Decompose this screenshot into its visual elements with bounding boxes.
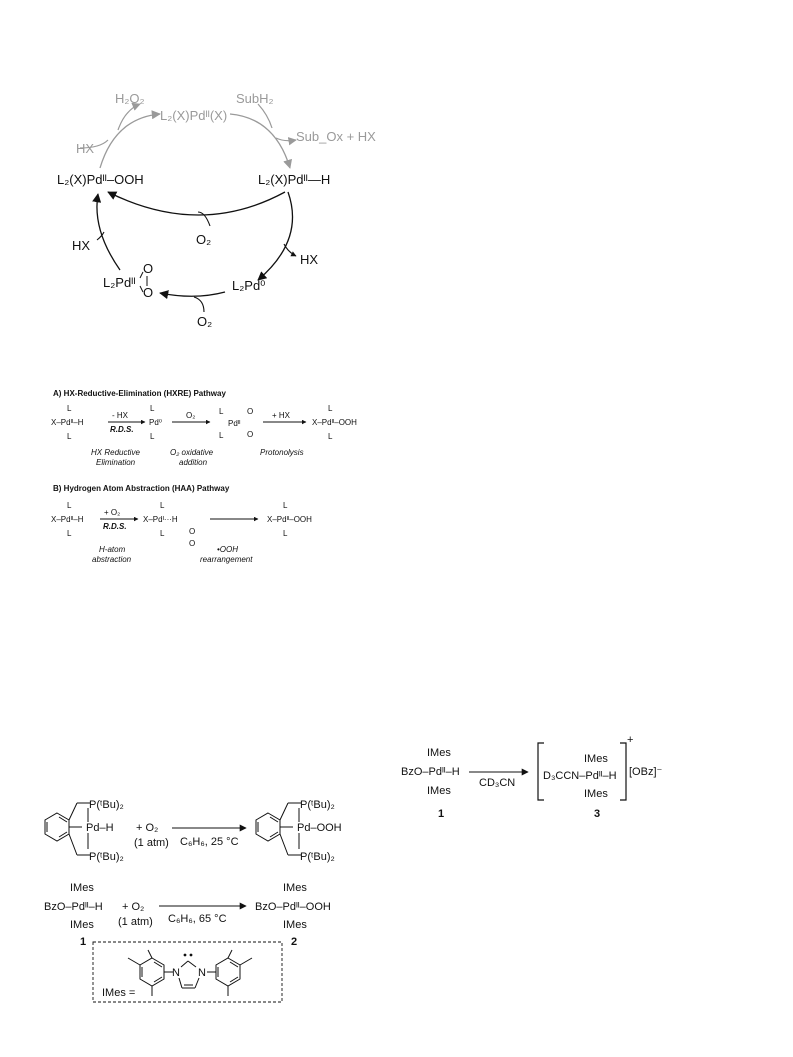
o2-bottom-branch	[194, 297, 204, 312]
scheme-imes	[44, 882, 331, 1002]
cycle-o2-bottom: O₂	[197, 314, 213, 329]
pathway-b-caption2-line1: •OOH	[217, 545, 239, 554]
svg-text:L: L	[328, 404, 333, 413]
h2o2-branch	[118, 104, 140, 130]
svg-text:X–Pdᴵᴵ–H: X–Pdᴵᴵ–H	[51, 418, 84, 427]
bottom-arc	[160, 292, 225, 296]
pathway-a-caption3: Protonolysis	[260, 448, 304, 457]
imes-conditions: C₆H₆, 65 °C	[168, 913, 227, 925]
scheme-cd3cn	[401, 734, 663, 820]
svg-text:X–Pdᴵᴵ–H: X–Pdᴵᴵ–H	[51, 515, 84, 524]
svg-text:L: L	[219, 407, 224, 416]
imes-structure	[128, 950, 252, 996]
svg-text:IMes: IMes	[584, 788, 608, 800]
catalytic-cycle	[57, 91, 376, 329]
svg-text:BzO–Pdᴵᴵ–H: BzO–Pdᴵᴵ–H	[44, 901, 103, 913]
pathway-a	[51, 389, 357, 467]
svg-text:L: L	[67, 432, 72, 441]
cycle-pd0: L₂Pd⁰	[232, 278, 266, 293]
svg-text:X–Pdᴵᴵ–OOH: X–Pdᴵᴵ–OOH	[312, 418, 357, 427]
pincer-reagent: + O₂	[136, 822, 159, 834]
pathway-a-arrow1-bottom: R.D.S.	[110, 425, 134, 434]
svg-text:IMes: IMes	[70, 919, 94, 931]
product-3	[543, 753, 617, 800]
svg-text:Pd⁰: Pd⁰	[149, 418, 162, 427]
pathway-b-title: B) Hydrogen Atom Abstraction (HAA) Pathway	[53, 484, 230, 493]
svg-text:N: N	[172, 967, 180, 979]
pathway-a-pd-ooh	[312, 404, 357, 441]
cycle-sub-ox-hx: Sub_Ox + HX	[296, 129, 376, 144]
svg-text:O: O	[189, 527, 196, 536]
pathway-a-pd0	[149, 404, 162, 441]
pathway-b-caption1-line2: abstraction	[92, 555, 132, 564]
pincer-product-p-top: P(ᵗBu)₂	[300, 799, 335, 811]
pathway-a-title: A) HX-Reductive-Elimination (HXRE) Pathway	[53, 389, 226, 398]
svg-text:L: L	[283, 501, 288, 510]
imes-definition-label: IMes =	[102, 987, 136, 999]
svg-text:IMes: IMes	[427, 785, 451, 797]
pincer-product	[256, 803, 301, 855]
pathway-b-caption1-line1: H-atom	[99, 545, 126, 554]
cycle-hx-right: HX	[300, 252, 319, 267]
cd3cn-solvent: CD₃CN	[479, 777, 516, 789]
pathway-a-pd-h	[51, 404, 84, 441]
pincer-product-p-bottom: P(ᵗBu)₂	[300, 851, 335, 863]
left-arc	[97, 194, 120, 270]
pathway-a-caption1-line2: Elimination	[96, 458, 136, 467]
cycle-pd-peroxo: L₂Pdᴵᴵ	[103, 275, 136, 290]
pathway-a-arrow3-top: + HX	[272, 411, 291, 420]
inner-arrow	[108, 192, 285, 215]
svg-text:N: N	[198, 967, 206, 979]
svg-text:IMes: IMes	[70, 882, 94, 894]
svg-text:L: L	[328, 432, 333, 441]
svg-text:IMes: IMes	[283, 882, 307, 894]
pincer-reactant	[45, 803, 90, 855]
svg-text:L: L	[67, 404, 72, 413]
svg-text:O: O	[247, 430, 254, 439]
peroxo-ring	[140, 261, 153, 300]
svg-text:L: L	[219, 431, 224, 440]
reactant-1-cd3cn	[401, 747, 460, 797]
svg-text:IMes: IMes	[283, 919, 307, 931]
svg-text:BzO–Pdᴵᴵ–OOH: BzO–Pdᴵᴵ–OOH	[255, 901, 331, 913]
svg-text:O: O	[143, 285, 154, 300]
imes-product-2	[255, 882, 331, 931]
svg-text:O: O	[189, 539, 196, 548]
pathway-a-caption2-line1: O₂ oxidative	[170, 448, 214, 457]
svg-text:IMes: IMes	[427, 747, 451, 759]
cycle-o2-inner: O₂	[196, 232, 212, 247]
svg-text:L: L	[150, 432, 155, 441]
imes-label-1: 1	[80, 936, 87, 948]
svg-text:Pdᴵᴵ: Pdᴵᴵ	[228, 419, 241, 428]
svg-text:L: L	[150, 404, 155, 413]
cation-charge: +	[627, 734, 634, 746]
pathway-a-peroxo	[219, 407, 253, 440]
imes-reactant-1	[44, 882, 103, 931]
imes-reagent: + O₂	[122, 901, 145, 913]
pathway-b-pd-ooh	[267, 501, 312, 538]
svg-text:L: L	[67, 501, 72, 510]
pincer-product-pd-ooh: Pd–OOH	[297, 822, 342, 834]
cycle-h2o2: H₂O₂	[115, 91, 145, 106]
pathway-a-arrow2-top: O₂	[186, 411, 196, 420]
svg-text:IMes: IMes	[584, 753, 608, 765]
svg-text:L: L	[283, 529, 288, 538]
cycle-arc-gray-left	[100, 114, 160, 168]
pincer-reactant-pd-h: Pd–H	[86, 822, 114, 834]
svg-text:O: O	[143, 261, 154, 276]
pathway-b-intermediate	[143, 501, 195, 548]
svg-text:L: L	[160, 501, 165, 510]
cycle-hx-left: HX	[72, 238, 91, 253]
subox-branch	[276, 138, 296, 141]
label-1-right: 1	[438, 808, 445, 820]
pathway-a-caption2-line2: addition	[179, 458, 208, 467]
cycle-pd-ooh: L₂(X)Pdᴵᴵ–OOH	[57, 172, 144, 187]
pathway-b-arrow1-bottom: R.D.S.	[103, 522, 127, 531]
pathway-a-caption1-line1: HX Reductive	[91, 448, 140, 457]
pincer-pressure: (1 atm)	[134, 837, 169, 849]
label-3: 3	[594, 808, 601, 820]
right-arc	[258, 192, 293, 280]
svg-text:D₃CCN–Pdᴵᴵ–H: D₃CCN–Pdᴵᴵ–H	[543, 770, 617, 782]
pathway-b-arrow1-top: + O₂	[104, 508, 121, 517]
svg-text:L: L	[67, 529, 72, 538]
pincer-conditions: C₆H₆, 25 °C	[180, 836, 239, 848]
pathway-b	[51, 484, 312, 564]
svg-text:BzO–Pdᴵᴵ–H: BzO–Pdᴵᴵ–H	[401, 766, 460, 778]
bracket-right	[620, 743, 626, 800]
pincer-reactant-p-top: P(ᵗBu)₂	[89, 799, 124, 811]
cycle-hx-gray: HX	[76, 141, 95, 156]
cycle-pd-h: L₂(X)Pdᴵᴵ—H	[258, 172, 331, 187]
pathway-b-caption2-line2: rearrangement	[200, 555, 253, 564]
cycle-arc-gray-right	[230, 114, 290, 168]
cycle-subh2: SubH₂	[236, 91, 274, 106]
imes-pressure: (1 atm)	[118, 916, 153, 928]
counterion: [OBz]⁻	[629, 766, 663, 778]
pincer-reactant-p-bottom: P(ᵗBu)₂	[89, 851, 124, 863]
pathway-a-arrow1-top: - HX	[112, 411, 128, 420]
scheme-pincer	[45, 799, 342, 863]
pathway-b-pd-h	[51, 501, 84, 538]
svg-text:O: O	[247, 407, 254, 416]
cycle-pd-x2: L₂(X)Pdᴵᴵ(X)	[160, 108, 228, 123]
imes-label-2: 2	[291, 936, 298, 948]
svg-text:L: L	[160, 529, 165, 538]
svg-text:X–Pdᴵᴵ–OOH: X–Pdᴵᴵ–OOH	[267, 515, 312, 524]
svg-text:X–Pdᴵ···H: X–Pdᴵ···H	[143, 515, 178, 524]
